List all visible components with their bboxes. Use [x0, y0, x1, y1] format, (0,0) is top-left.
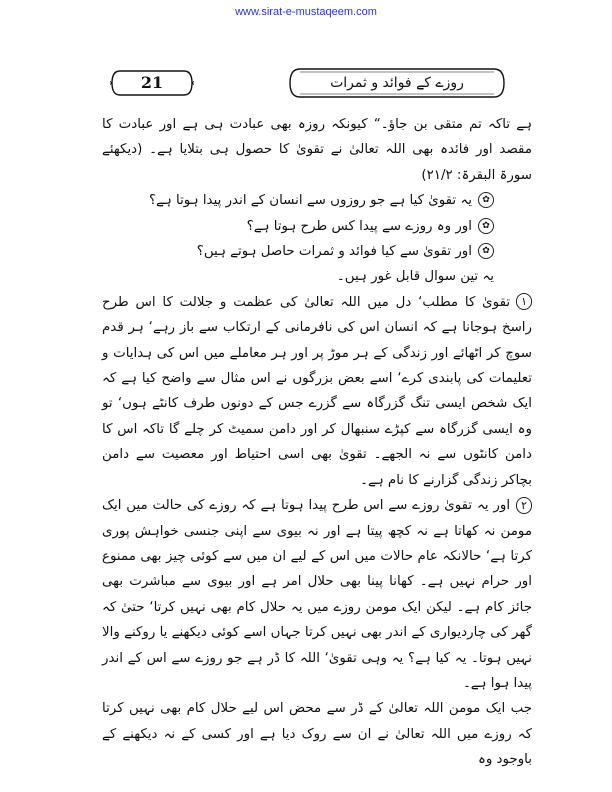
question-2: ✿اور وہ روزے سے پیدا کس طرح ہوتا ہے؟	[102, 214, 532, 239]
page-number: 21	[140, 73, 164, 92]
section-1: ۱تقویٰ کا مطلب‘ دل میں اللہ تعالیٰ کی عظمت و جلالت کا اس طرح راسخ ہوجانا ہے کہ انسان اس کی نافرمانی کے ارتکاب سے باز رہے‘ ہر قدم سوچ کر اٹھائے اور زندگی کے ہر موڑ پر اور ہر معاملے میں اس کی ہدایات و تعلیمات کی پابندی کرے‘ اسے بعض بزرگوں نے اس مثال سے واضح کیا ہے کہ ایک شخص ایسی تنگ گزرگاہ سے گزرے جس کے دونوں طرف کانٹے ہوں‘ تو وہ ایسی گزرگاہ سے کپڑے سنبھال کر اور دامن سمیٹ کر چلے گا تاکہ اس کا دامن کانٹوں سے نہ الجھے۔ تقویٰ بھی اسی احتیاط اور معصیت سے دامن بچاکر زندگی گزارنے کا نام ہے۔	[102, 294, 532, 488]
paragraph-intro: ہے تاکہ تم متقی بن جاؤ۔“ کیونکہ روزہ بھی عبادت ہی ہے اور عبادت کا مقصد اور فائدہ بھی اللہ تعالیٰ نے تقویٰ کا حصول ہی بتلایا ہے۔ (دیکھئے سورۃ البقرۃ: ۲۱/۲)	[102, 117, 532, 183]
question-1: ✿یہ تقویٰ کیا ہے جو روزوں سے انسان کے اندر پیدا ہوتا ہے؟	[102, 188, 532, 213]
site-url[interactable]: www.sirat-e-mustaqeem.com	[235, 6, 377, 18]
question-3: ✿اور تقویٰ سے کیا فوائد و ثمرات حاصل ہوتے ہیں؟	[102, 239, 532, 264]
page-header	[110, 66, 510, 106]
flower-bullet-icon: ✿	[478, 218, 494, 234]
section-2: ۲اور یہ تقویٰ روزے سے اس طرح پیدا ہوتا ہے کہ روزے کی حالت میں ایک مومن نہ کھاتا ہے نہ کچھ پیتا ہے اور نہ بیوی سے اپنی جنسی خواہش پوری کرتا ہے‘ حالانکہ عام حالات میں اس کے لیے ان میں سے کوئی چیز بھی ممنوع اور حرام نہیں ہے۔ کھانا پینا بھی حلال امر ہے اور بیوی سے مباشرت بھی جائز کام ہے۔ لیکن ایک مومن روزے میں یہ حلال کام بھی نہیں کرتا‘ حتیٰ کہ گھر کی چاردیواری کے اندر بھی نہیں کرتا جہاں اسے کوئی دیکھنے یا روکنے والا نہیں ہوتا۔ یہ کیا ہے؟ یہ وہی تقویٰ‘ اللہ کا ڈر ہے جو روزے سے اس کے اندر پیدا ہوا ہے۔	[102, 498, 532, 691]
paragraph-last: جب ایک مومن اللہ تعالیٰ کے ڈر سے محض اس لیے حلال کام بھی نہیں کرتا کہ روزے میں اللہ تعالیٰ نے ان سے روک دیا ہے اور کسی کے نہ دیکھنے کے باوجود وہ	[102, 701, 532, 768]
flower-bullet-icon: ✿	[478, 243, 494, 259]
page-content	[102, 112, 532, 773]
section-number-1: ۱	[516, 293, 532, 310]
questions-note: یہ تین سوال قابل غور ہیں۔	[336, 269, 494, 285]
section-number-2: ۲	[516, 497, 532, 514]
chapter-title: روزے کے فوائد و ثمرات	[330, 75, 464, 91]
flower-bullet-icon: ✿	[478, 192, 494, 208]
